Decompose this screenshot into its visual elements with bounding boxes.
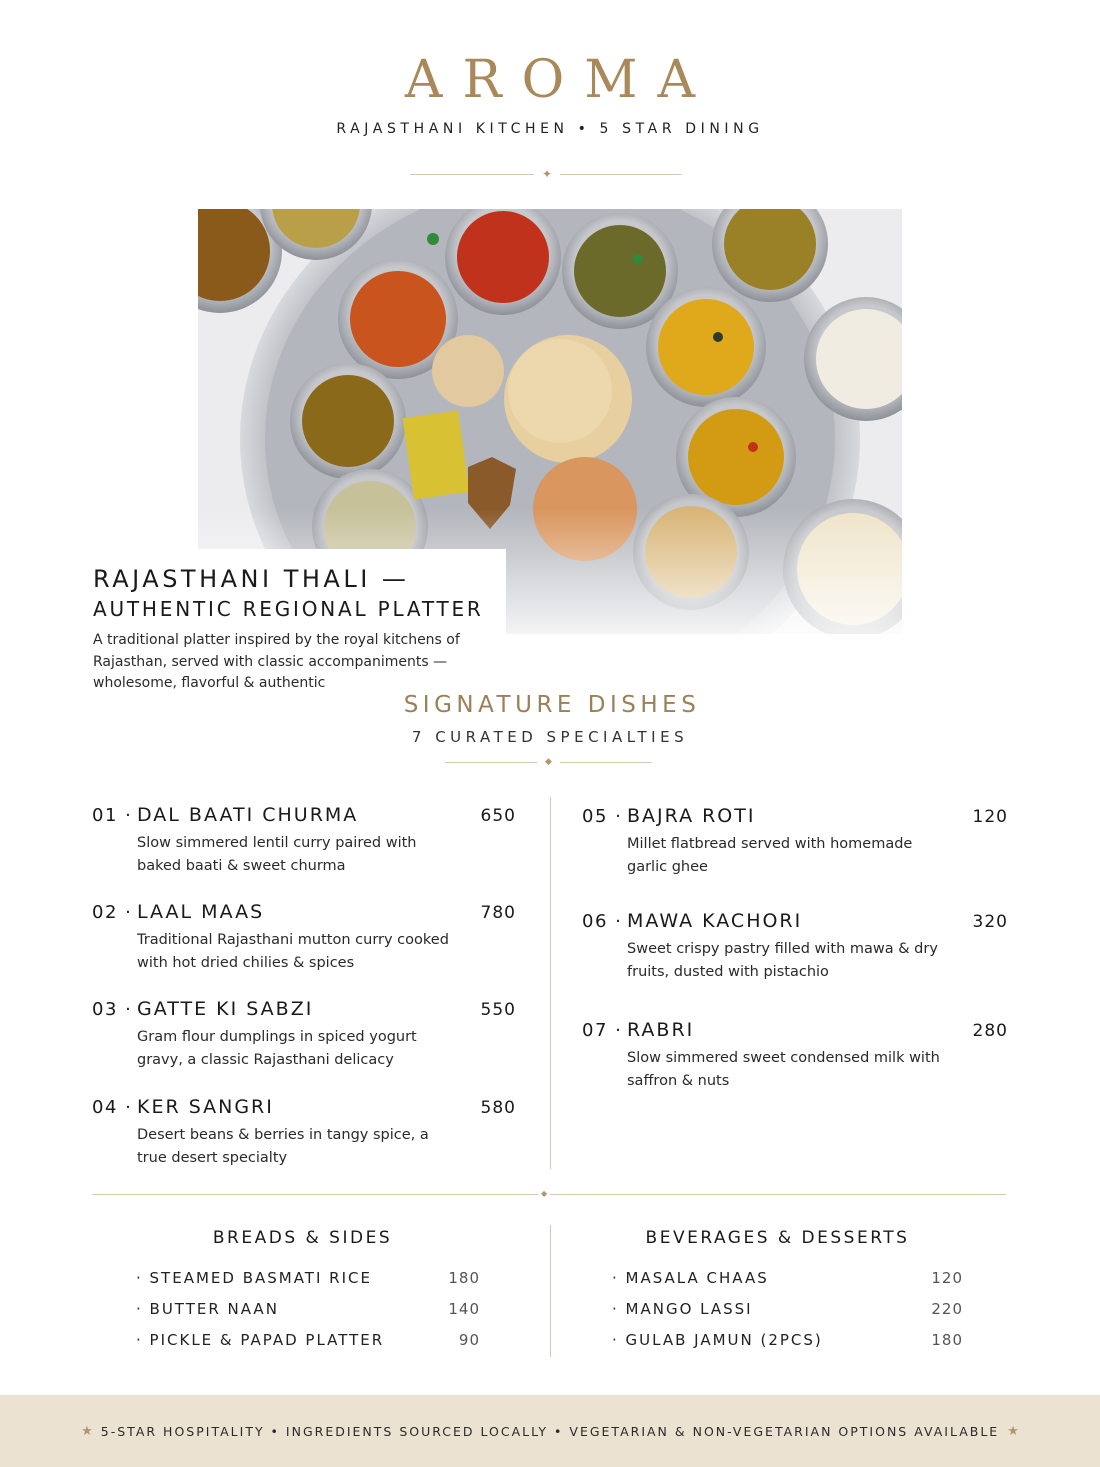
- dish-item: [582, 805, 1008, 879]
- dish-number: 06 ·: [582, 911, 623, 932]
- beverage-item-name: · GULAB JAMUN (2PCS): [612, 1331, 823, 1349]
- side-item: [136, 1300, 480, 1318]
- dish-description: Slow simmered lentil curry paired with baked baati & sweet churma: [137, 835, 417, 874]
- side-item-name: · BUTTER NAAN: [136, 1300, 279, 1318]
- beverage-item-price: 180: [931, 1331, 963, 1349]
- dish-item: [92, 998, 516, 1072]
- column-divider: [550, 1225, 551, 1357]
- dish-item: [582, 910, 1008, 984]
- dish-description: Slow simmered sweet condensed milk with saffron & nuts: [627, 1050, 940, 1089]
- brand-logo: AROMA: [404, 50, 716, 110]
- dish-number: 07 ·: [582, 1020, 623, 1041]
- dish-description: Gram flour dumplings in spiced yogurt gravy, a classic Rajasthani delicacy: [137, 1029, 417, 1068]
- star-icon: ★: [81, 1423, 93, 1439]
- header-divider: [410, 168, 682, 180]
- beverage-item-name: · MASALA CHAAS: [612, 1269, 769, 1287]
- footer-bar: [0, 1395, 1100, 1467]
- dish-name: KER SANGRI: [137, 1096, 274, 1118]
- dish-description: Sweet crispy pastry filled with mawa & dry fruits, dusted with pistachio: [627, 941, 938, 980]
- dish-item: [92, 901, 516, 975]
- dish-price: 780: [480, 903, 516, 923]
- star-icon: ★: [1007, 1423, 1019, 1439]
- beverages-title: BEVERAGES & DESSERTS: [645, 1228, 910, 1248]
- dish-number: 02 ·: [92, 902, 133, 923]
- dish-name: GATTE KI SABZI: [137, 998, 314, 1020]
- side-item: [136, 1269, 480, 1287]
- dish-price: 320: [972, 912, 1008, 932]
- dish-description: Traditional Rajasthani mutton curry cooked with hot dried chilies & spices: [137, 932, 449, 971]
- dish-number: 05 ·: [582, 806, 623, 827]
- dish-name: LAAL MAAS: [137, 901, 265, 923]
- beverage-item: [612, 1300, 963, 1318]
- beverage-item: [612, 1331, 963, 1349]
- side-item: [136, 1331, 480, 1349]
- section-subtitle: 7 CURATED SPECIALTIES: [411, 728, 689, 746]
- column-divider: [550, 797, 551, 1169]
- dish-price: 650: [480, 806, 516, 826]
- beverage-item-price: 220: [931, 1300, 963, 1318]
- hero-caption: [70, 549, 506, 694]
- breads-title: BREADS & SIDES: [212, 1228, 393, 1248]
- side-item-price: 140: [448, 1300, 480, 1318]
- beverage-item-price: 120: [931, 1269, 963, 1287]
- section-divider: [445, 758, 652, 767]
- tagline: RAJASTHANI KITCHEN • 5 STAR DINING: [336, 121, 764, 137]
- dish-number: 04 ·: [92, 1097, 133, 1118]
- side-item-price: 90: [458, 1331, 480, 1349]
- diamond-icon: ✦: [542, 167, 553, 181]
- beverage-item: [612, 1269, 963, 1287]
- diamond-icon: ◆: [545, 757, 552, 767]
- dish-name: DAL BAATI CHURMA: [137, 804, 359, 826]
- section-title: SIGNATURE DISHES: [403, 692, 701, 718]
- hero-description: A traditional platter inspired by the royal kitchens of Rajasthan, served with classic accompaniments — wholesome, flavorful & authentic: [93, 632, 460, 691]
- dish-price: 580: [480, 1098, 516, 1118]
- dish-name: BAJRA ROTI: [627, 805, 756, 827]
- dish-item: [582, 1019, 1008, 1093]
- dish-name: MAWA KACHORI: [627, 910, 803, 932]
- side-item-price: 180: [448, 1269, 480, 1287]
- side-item-name: · STEAMED BASMATI RICE: [136, 1269, 372, 1287]
- dish-description: Desert beans & berries in tangy spice, a true desert specialty: [137, 1127, 429, 1166]
- dish-price: 280: [972, 1021, 1008, 1041]
- dish-number: 03 ·: [92, 999, 133, 1020]
- dish-price: 120: [972, 807, 1008, 827]
- hero-title-line1: RAJASTHANI THALI —: [93, 565, 410, 593]
- dish-description: Millet flatbread served with homemade garlic ghee: [627, 836, 913, 875]
- diamond-icon: ◆: [541, 1189, 548, 1198]
- hero-title-line2: AUTHENTIC REGIONAL PLATTER: [93, 597, 484, 621]
- dish-item: [92, 804, 516, 878]
- dish-name: RABRI: [627, 1019, 695, 1041]
- beverage-item-name: · MANGO LASSI: [612, 1300, 753, 1318]
- dish-number: 01 ·: [92, 805, 133, 826]
- side-item-name: · PICKLE & PAPAD PLATTER: [136, 1331, 385, 1349]
- lower-divider: [92, 1190, 1006, 1198]
- dish-item: [92, 1096, 516, 1170]
- footer-text: 5-STAR HOSPITALITY • INGREDIENTS SOURCED LOCALLY • VEGETARIAN & NON-VEGETARIAN OPTIONS AVAILABLE: [100, 1423, 1000, 1439]
- dish-price: 550: [480, 1000, 516, 1020]
